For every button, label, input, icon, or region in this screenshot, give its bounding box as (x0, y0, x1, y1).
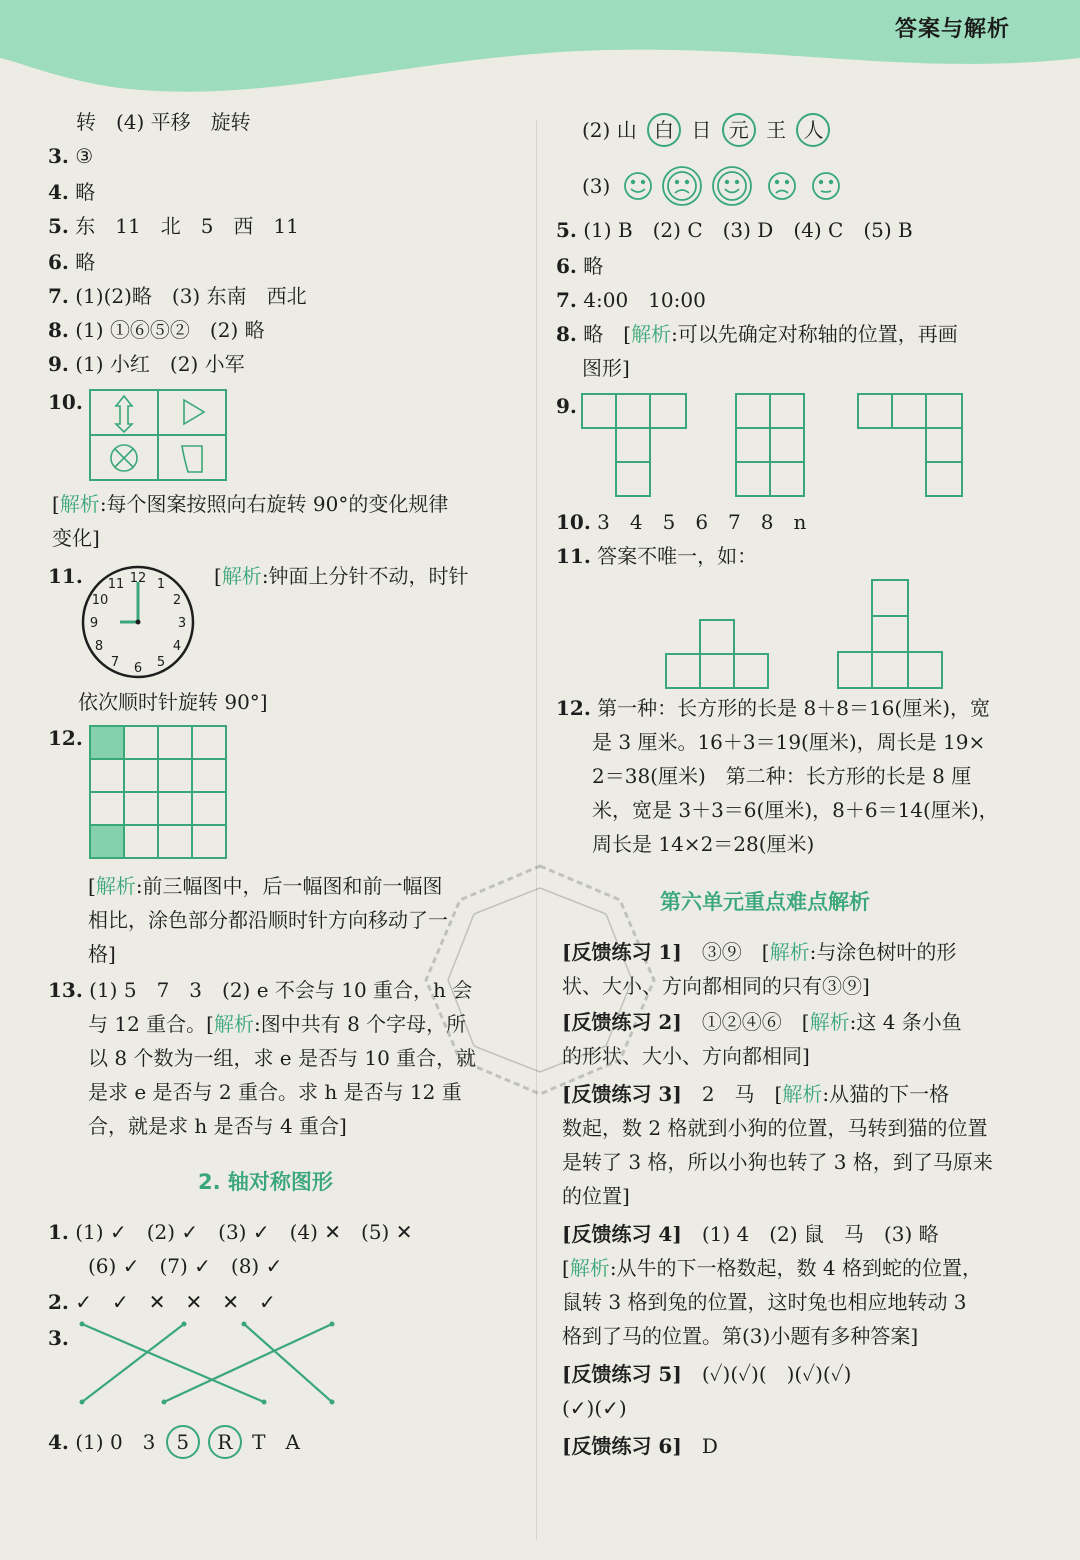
q13-number: 13. (48, 978, 83, 1002)
svg-text:10: 10 (91, 593, 109, 608)
svg-text:2: 2 (172, 593, 182, 608)
r-q6 (556, 252, 603, 280)
s2-q3 (48, 1324, 69, 1352)
q9-text: (1) 小红 (2) 小军 (75, 352, 245, 376)
s2-q4-pre: (1) 0 3 (75, 1430, 156, 1454)
q13-line1: (1) 5 7 3 (2) e 不会与 10 重合，h 会 (89, 978, 473, 1002)
r-q8-cont: 图形] (582, 356, 630, 380)
feedback-5-cont: (✓)(✓) (562, 1396, 627, 1420)
q12-analysis-text: :前三幅图中，后一幅图和前一幅图 (135, 874, 443, 898)
s2-q4-circled-1: 5 (166, 1425, 200, 1459)
q13 (48, 976, 472, 1004)
q8 (48, 316, 265, 344)
q10-analysis-cont: 变化] (52, 526, 100, 550)
r-q11-num: 11. (556, 544, 591, 568)
q8-text: (1) ①⑥⑤② (2) 略 (75, 318, 265, 342)
q11-analysis-label: 解析 (221, 564, 262, 588)
q13-line2 (88, 1010, 466, 1038)
q10-figure (88, 388, 228, 482)
q11-analysis-cont: 依次顺时针旋转 90°] (78, 690, 268, 714)
clock-icon (78, 562, 198, 682)
frown-face-icon (769, 173, 795, 199)
svg-text:8: 8 (94, 639, 104, 654)
feedback-2-label: [反馈练习 2] (562, 1010, 682, 1034)
feedback-5-label: [反馈练习 5] (562, 1362, 682, 1386)
q4-3-pre: (3) (582, 174, 611, 198)
r-q8-num: 8. (556, 322, 577, 346)
quarter-shape-icon (182, 446, 202, 472)
r-q11-figures (656, 578, 956, 690)
q7 (48, 282, 307, 310)
double-arrow-icon (116, 396, 132, 432)
svg-text:11: 11 (107, 577, 125, 592)
feedback-4-cont2: 格到了马的位置。第(3)小题有多种答案] (562, 1324, 919, 1348)
column-divider (536, 120, 537, 1540)
svg-text:1: 1 (156, 577, 166, 592)
q4-2-pre: (2) 山 (582, 118, 637, 142)
r-q7-num: 7. (556, 288, 577, 312)
q4-text: 略 (75, 180, 96, 204)
q4 (48, 178, 95, 206)
svg-text:5: 5 (156, 655, 166, 670)
neutral-face-icon (813, 173, 839, 199)
s2-q4-circled-2: R (208, 1425, 242, 1459)
feedback-3-text: 2 马 [ (701, 1082, 783, 1106)
q13-line2a: 与 12 重合。[ (88, 1012, 214, 1036)
q13-line2b: :图中共有 8 个字母，所 (253, 1012, 467, 1036)
s2-q4 (48, 1424, 300, 1460)
feedback-1-cont: 状、大小、方向都相同的只有③⑨] (562, 974, 870, 998)
r-q9 (556, 392, 577, 420)
q10-analysis-text: :每个图案按照向右旋转 90°的变化规律 (99, 492, 449, 516)
q12-grid (88, 724, 228, 860)
smile-face-circled-icon (713, 167, 751, 205)
q4-2-circled-3: 人 (796, 113, 830, 147)
r-q5-num: 5. (556, 218, 577, 242)
q10-number: 10. (48, 390, 83, 414)
q12-analysis: [解析:前三幅图中，后一幅图和前一幅图 (88, 874, 443, 898)
circle-x-icon (111, 445, 137, 471)
q7-num: 7. (48, 284, 69, 308)
header-title: 答案与解析 (894, 17, 1010, 42)
s2-q4-post: T A (252, 1430, 300, 1454)
q12-analysis-cont2: 格] (88, 942, 116, 966)
section-title-unit6: 第六单元重点难点解析 (660, 890, 870, 914)
feedback-2-text: ①②④⑥ [ (701, 1010, 810, 1034)
sad-face-circled-icon (663, 167, 701, 205)
r-q11 (556, 542, 757, 570)
feedback-4-analysis-label: 解析 (569, 1256, 610, 1280)
feedback-3-cont3: 的位置] (562, 1184, 630, 1208)
q11-analysis: [解析:钟面上分针不动，时针 (214, 564, 469, 588)
q11-analysis-text: :钟面上分针不动，时针 (261, 564, 469, 588)
feedback-1-text: ③⑨ [ (701, 940, 770, 964)
q6 (48, 248, 95, 276)
r-q10 (556, 508, 806, 536)
feedback-1-label: [反馈练习 1] (562, 940, 682, 964)
q4-2-circled-1: 白 (647, 113, 681, 147)
r-q7-text: 4:00 10:00 (583, 288, 706, 312)
r-q12-num: 12. (556, 696, 591, 720)
svg-text:7: 7 (110, 655, 120, 670)
r-q7 (556, 286, 706, 314)
feedback-3-cont1: 数起，数 2 格就到小狗的位置，马转到猫的位置 (562, 1116, 988, 1140)
feedback-3-cont2: 是转了 3 格，所以小狗也转了 3 格，到了马原来 (562, 1150, 993, 1174)
continued-line: 转 (4) 平移 旋转 (76, 110, 251, 134)
feedback-3-analysis-label: 解析 (782, 1082, 823, 1106)
r-q12-line2: 是 3 厘米。16＋3＝19(厘米)，周长是 19× (592, 730, 986, 754)
feedback-5-text: (✓)(✓)( )(✓)(✓) (701, 1362, 852, 1386)
feedback-4-text: (1) 4 (2) 鼠 马 (3) 略 (701, 1222, 939, 1246)
r-q8-analysis-text: :可以先确定对称轴的位置，再画 (671, 322, 958, 346)
svg-text:9: 9 (89, 616, 99, 631)
q4-num: 4. (48, 180, 69, 204)
q13-line5: 合，就是求 h 是否与 4 重合] (88, 1114, 347, 1138)
feedback-3-label: [反馈练习 3] (562, 1082, 682, 1106)
r-q8-analysis-label: 解析 (631, 322, 672, 346)
q6-num: 6. (48, 250, 69, 274)
q4-3-faces (620, 164, 860, 208)
feedback-6 (562, 1432, 718, 1460)
q10-num (48, 388, 83, 416)
s2-q1-line2: (6) ✓ (7) ✓ (8) ✓ (88, 1254, 283, 1278)
r-q12-line5: 周长是 14×2＝28(厘米) (592, 832, 815, 856)
feedback-4 (562, 1220, 939, 1248)
r-q12 (556, 694, 990, 722)
stamp-watermark-icon (420, 860, 660, 1100)
q8-num: 8. (48, 318, 69, 342)
q5-num: 5. (48, 214, 69, 238)
q12-analysis-label: 解析 (95, 874, 136, 898)
q7-text: (1)(2)略 (3) 东南 西北 (75, 284, 307, 308)
feedback-4-analysis-text: :从牛的下一格数起，数 4 格到蛇的位置， (609, 1256, 982, 1280)
q10-analysis: [解析:每个图案按照向右旋转 90°的变化规律 (52, 492, 449, 516)
q5 (48, 212, 299, 240)
q13-analysis-label: 解析 (213, 1012, 254, 1036)
s2-q1-line1: (1) ✓ (2) ✓ (3) ✓ (4) ✕ (5) ✕ (75, 1220, 413, 1244)
svg-text:4: 4 (172, 639, 182, 654)
q9 (48, 350, 245, 378)
feedback-2-analysis-text: :这 4 条小鱼 (849, 1010, 962, 1034)
r-q9-figures (580, 392, 1000, 500)
feedback-2-analysis-label: 解析 (809, 1010, 850, 1034)
r-q10-num: 10. (556, 510, 591, 534)
r-q12-line1: 第一种：长方形的长是 8＋8＝16(厘米)，宽 (597, 696, 991, 720)
svg-text:6: 6 (133, 661, 143, 676)
q11-number: 11. (48, 564, 83, 588)
q6-text: 略 (75, 250, 96, 274)
triangle-icon (184, 400, 204, 424)
q13-line3: 以 8 个数为一组，求 e 是否与 10 重合，就 (88, 1046, 477, 1070)
feedback-1-analysis-label: 解析 (769, 940, 810, 964)
q10-analysis-label: 解析 (59, 492, 100, 516)
feedback-6-label: [反馈练习 6] (562, 1434, 682, 1458)
svg-text:3: 3 (177, 616, 187, 631)
q4-2-mid1: 日 (691, 118, 712, 142)
r-q8 (556, 320, 958, 348)
q4-2 (582, 112, 834, 148)
feedback-2-cont: 的形状、大小、方向都相同] (562, 1044, 810, 1068)
q3-text: ③ (75, 144, 94, 168)
svg-text:12: 12 (129, 571, 147, 586)
q9-num: 9. (48, 352, 69, 376)
smile-face-icon (625, 173, 651, 199)
q4-3 (582, 172, 610, 200)
feedback-4-cont1: 鼠转 3 格到兔的位置，这时兔也相应地转动 3 (562, 1290, 967, 1314)
r-q6-num: 6. (556, 254, 577, 278)
feedback-5 (562, 1360, 851, 1388)
s2-q1-num: 1. (48, 1220, 69, 1244)
feedback-3-analysis-text: :从猫的下一格 (822, 1082, 950, 1106)
q12-number: 12. (48, 726, 83, 750)
s2-q2 (48, 1288, 276, 1316)
s2-q1 (48, 1218, 412, 1246)
feedback-1-analysis-text: :与涂色树叶的形 (809, 940, 957, 964)
q3 (48, 142, 93, 170)
q5-text: 东 11 北 5 西 11 (75, 214, 299, 238)
r-q10-text: 3 4 5 6 7 8 n (597, 510, 807, 534)
section-title-axis-symmetry: 2. 轴对称图形 (198, 1170, 333, 1194)
q3-num: 3. (48, 144, 69, 168)
r-q11-text: 答案不唯一，如： (597, 544, 758, 568)
s2-q2-num: 2. (48, 1290, 69, 1314)
s2-q2-text: ✓ ✓ ✕ ✕ ✕ ✓ (75, 1290, 276, 1314)
feedback-4-analysis: [解析:从牛的下一格数起，数 4 格到蛇的位置， (562, 1256, 982, 1280)
q13-line4: 是求 e 是否与 2 重合。求 h 是否与 12 重 (88, 1080, 462, 1104)
q4-2-mid2: 王 (766, 118, 787, 142)
s2-q3-num: 3. (48, 1326, 69, 1350)
feedback-6-text: D (701, 1434, 718, 1458)
q12-analysis-cont: 相比，涂色部分都沿顺时针方向移动了一 (88, 908, 448, 932)
q12-num (48, 724, 83, 752)
r-q5-text: (1) B (2) C (3) D (4) C (5) B (583, 218, 913, 242)
r-q9-num: 9. (556, 394, 577, 418)
r-q5 (556, 216, 913, 244)
s2-q4-num: 4. (48, 1430, 69, 1454)
r-q6-text: 略 (583, 254, 604, 278)
q4-2-circled-2: 元 (722, 113, 756, 147)
r-q12-line4: 米，宽是 3＋3＝6(厘米)，8＋6＝14(厘米)， (592, 798, 999, 822)
feedback-4-label: [反馈练习 4] (562, 1222, 682, 1246)
s2-q3-matching-lines (74, 1316, 354, 1410)
r-q12-line3: 2＝38(厘米) 第二种：长方形的长是 8 厘 (592, 764, 972, 788)
r-q8-text: 略 [ (583, 322, 632, 346)
